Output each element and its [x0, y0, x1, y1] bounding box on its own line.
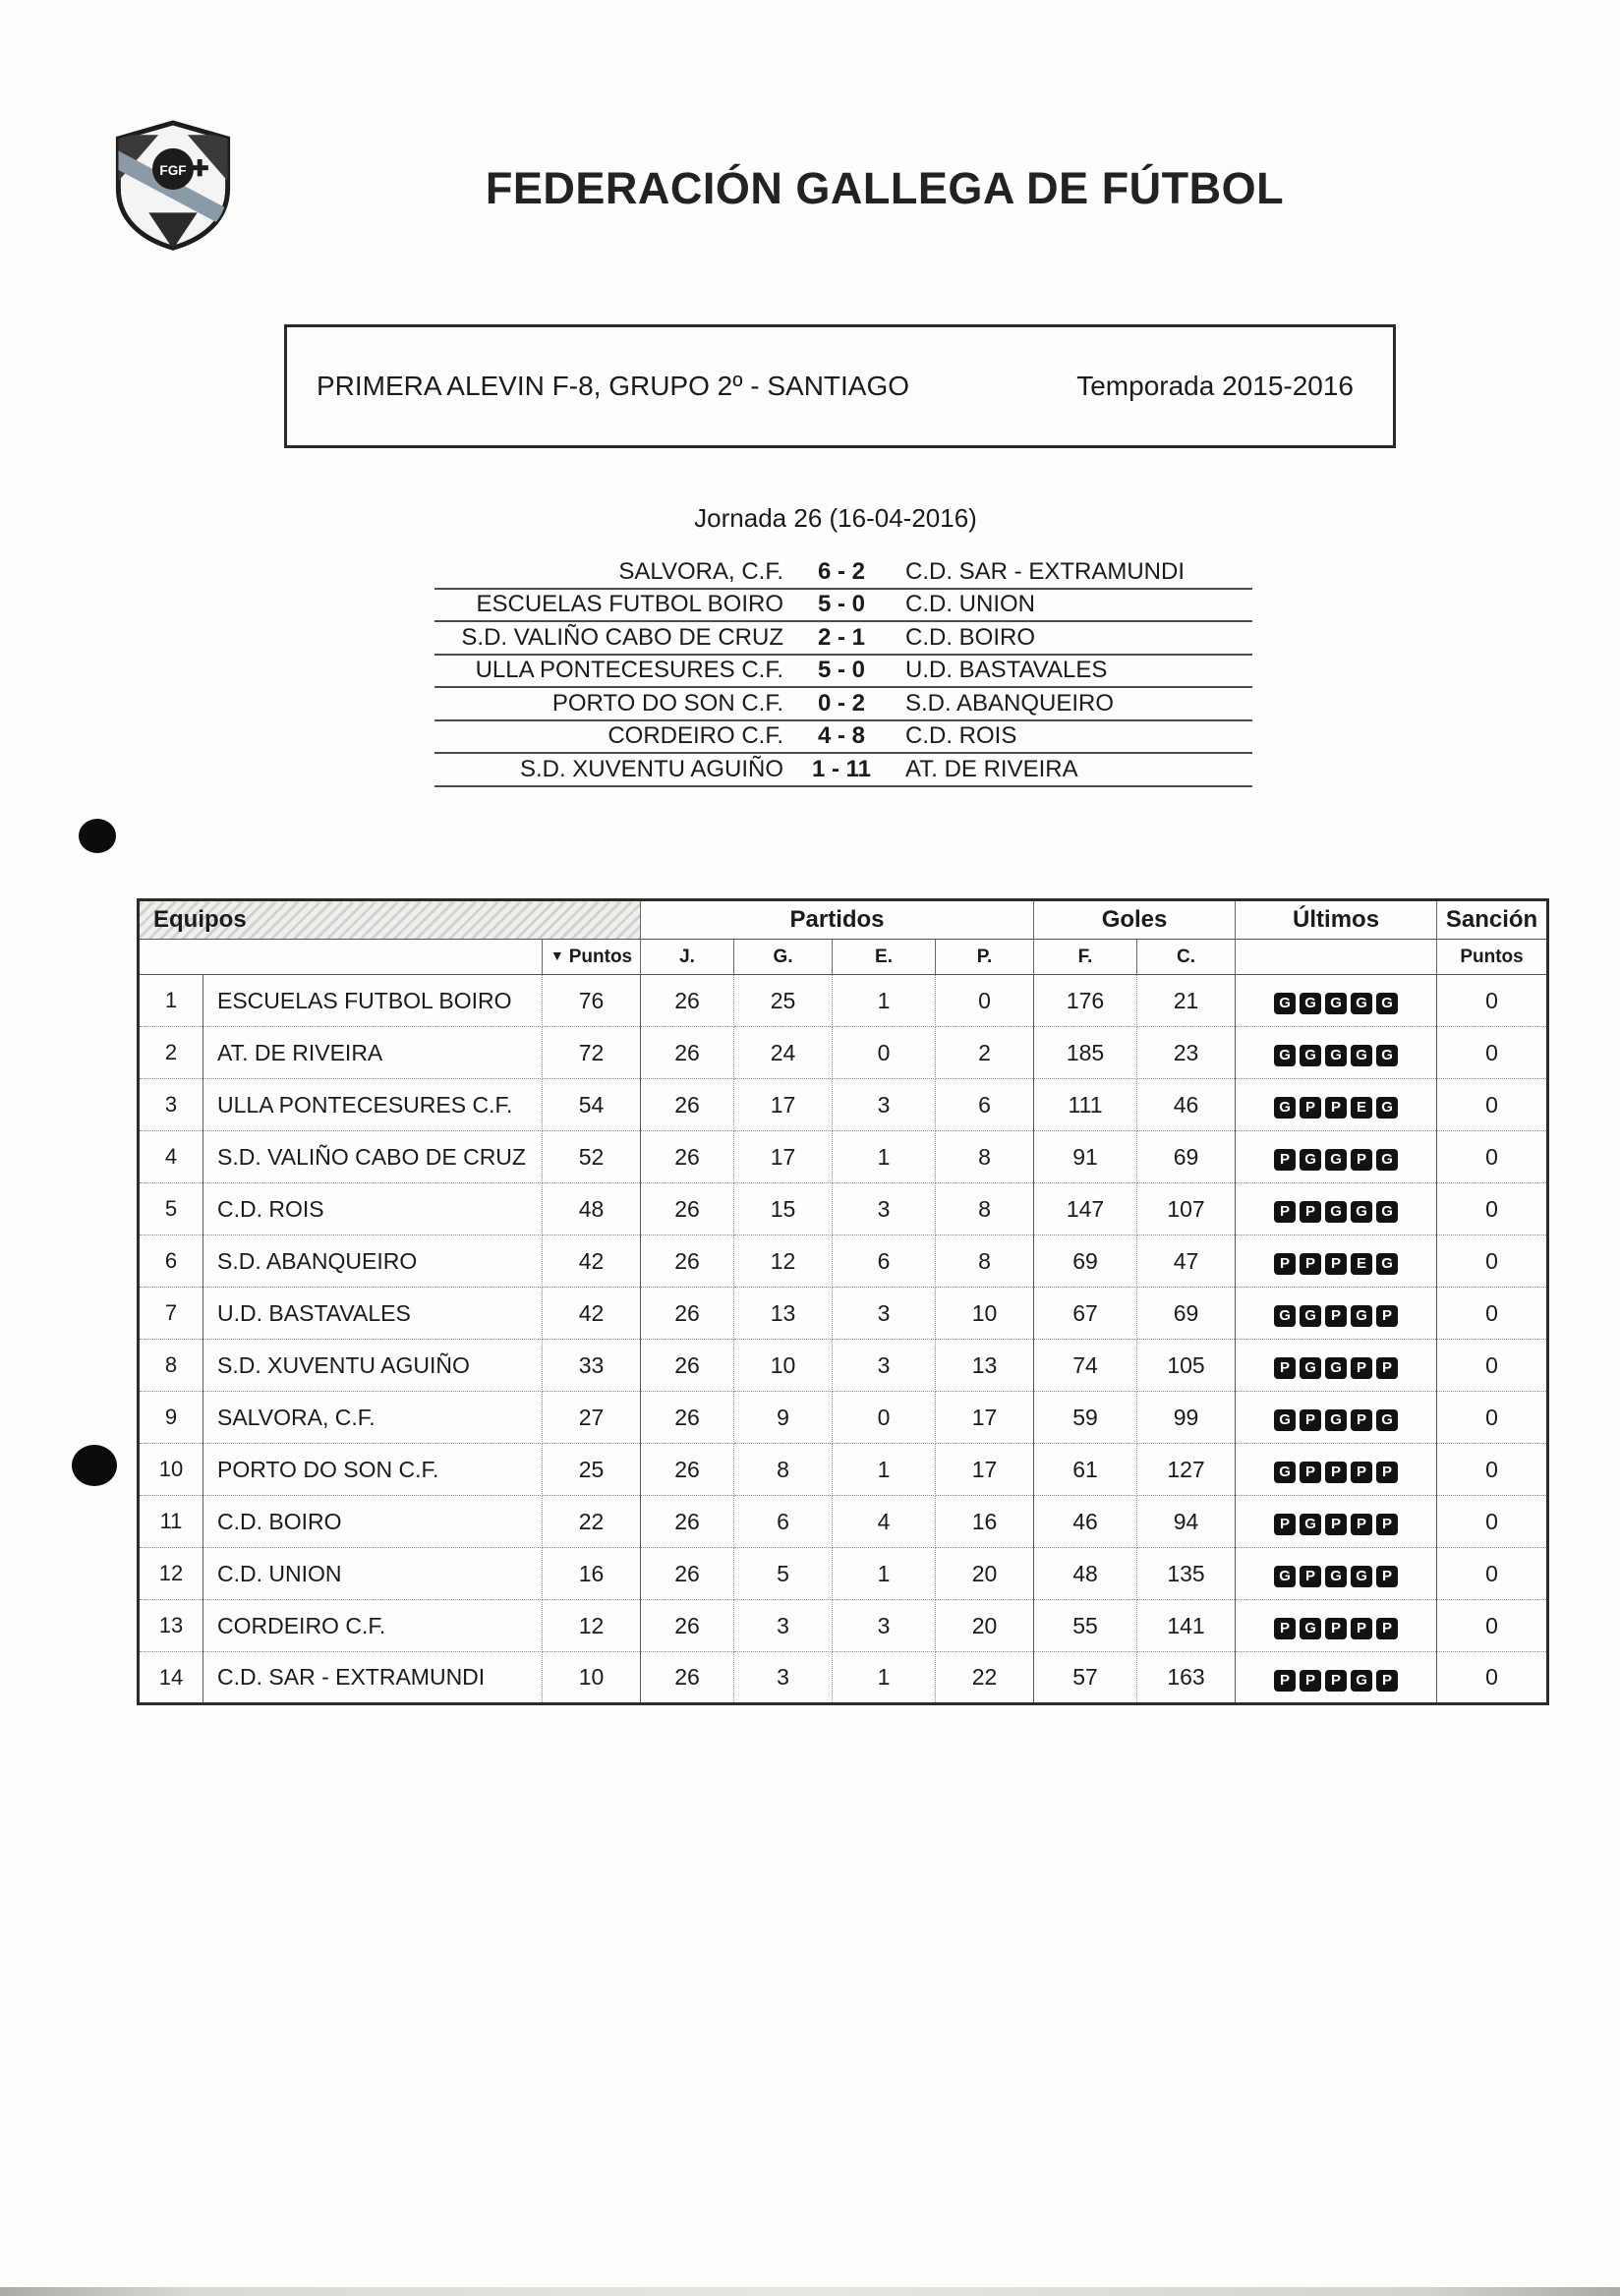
table-row: [139, 1131, 1548, 1183]
form-badge: G: [1376, 1201, 1398, 1223]
table-row: [139, 1340, 1548, 1392]
header-goles: Goles: [1034, 900, 1236, 940]
away-team: C.D. UNION: [905, 591, 1035, 618]
played-cell: 26: [641, 1600, 734, 1652]
form-badge: P: [1325, 1253, 1347, 1275]
form-badge: G: [1300, 1514, 1321, 1535]
form-cell: [1236, 975, 1437, 1027]
form-badge: G: [1300, 1045, 1321, 1066]
team-cell: U.D. BASTAVALES: [203, 1288, 543, 1340]
form-badge: P: [1351, 1357, 1372, 1379]
header-ultimos: Últimos: [1236, 900, 1437, 940]
form-badge: P: [1351, 1514, 1372, 1535]
points-cell: 10: [543, 1652, 641, 1704]
form-badge: P: [1274, 1149, 1296, 1171]
form-badge: P: [1300, 1253, 1321, 1275]
away-team: C.D. ROIS: [905, 722, 1017, 750]
won-cell: 10: [734, 1340, 833, 1392]
shield-icon: [110, 118, 236, 252]
header-empatados: E.: [833, 940, 936, 975]
team-cell: C.D. BOIRO: [203, 1496, 543, 1548]
form-badge: G: [1300, 1305, 1321, 1327]
result-row: [434, 721, 1252, 755]
header-sancion-puntos: Puntos: [1437, 940, 1548, 975]
form-badge: G: [1351, 1201, 1372, 1223]
played-cell: 26: [641, 1340, 734, 1392]
form-badge: G: [1274, 993, 1296, 1014]
lost-cell: 6: [936, 1079, 1034, 1131]
goals-for-cell: 176: [1034, 975, 1137, 1027]
form-badge: P: [1376, 1618, 1398, 1639]
sanction-cell: 0: [1437, 1496, 1548, 1548]
form-badge: G: [1325, 1149, 1347, 1171]
form-badge: G: [1274, 1097, 1296, 1119]
played-cell: 26: [641, 1392, 734, 1444]
position-cell: 9: [139, 1392, 203, 1444]
goals-for-cell: 48: [1034, 1548, 1137, 1600]
points-cell: 42: [543, 1235, 641, 1288]
table-row: [139, 1183, 1548, 1235]
form-badge: P: [1274, 1357, 1296, 1379]
form-badge: P: [1325, 1462, 1347, 1483]
competition-name: PRIMERA ALEVIN F-8, GRUPO 2º - SANTIAGO: [317, 371, 910, 401]
drawn-cell: 6: [833, 1235, 936, 1288]
away-team: C.D. BOIRO: [905, 623, 1036, 651]
position-cell: 5: [139, 1183, 203, 1235]
drawn-cell: 3: [833, 1079, 936, 1131]
header-sancion: Sanción: [1437, 900, 1548, 940]
won-cell: 15: [734, 1183, 833, 1235]
form-badge: G: [1376, 1149, 1398, 1171]
position-cell: 8: [139, 1340, 203, 1392]
form-badge: P: [1300, 1409, 1321, 1431]
played-cell: 26: [641, 1027, 734, 1079]
form-badge: G: [1351, 1305, 1372, 1327]
form-badge: G: [1274, 1045, 1296, 1066]
drawn-cell: 3: [833, 1600, 936, 1652]
lost-cell: 20: [936, 1548, 1034, 1600]
header-spacer: [139, 940, 543, 975]
goals-for-cell: 91: [1034, 1131, 1137, 1183]
won-cell: 17: [734, 1079, 833, 1131]
team-cell: S.D. XUVENTU AGUIÑO: [203, 1340, 543, 1392]
goals-against-cell: 94: [1137, 1496, 1236, 1548]
header-puntos-label: Puntos: [568, 946, 633, 967]
drawn-cell: 3: [833, 1288, 936, 1340]
drawn-cell: 1: [833, 1548, 936, 1600]
form-cell: [1236, 1600, 1437, 1652]
sanction-cell: 0: [1437, 1288, 1548, 1340]
form-badge: G: [1274, 1566, 1296, 1587]
form-badge: E: [1351, 1097, 1372, 1119]
points-cell: 48: [543, 1183, 641, 1235]
form-badge: P: [1376, 1357, 1398, 1379]
match-score: 6 - 2: [817, 557, 866, 585]
played-cell: 26: [641, 1496, 734, 1548]
won-cell: 3: [734, 1600, 833, 1652]
points-cell: 25: [543, 1444, 641, 1496]
team-cell: ESCUELAS FUTBOL BOIRO: [203, 975, 543, 1027]
sanction-cell: 0: [1437, 1079, 1548, 1131]
form-cell: [1236, 1131, 1437, 1183]
points-cell: 52: [543, 1131, 641, 1183]
form-badge: P: [1376, 1670, 1398, 1692]
won-cell: 3: [734, 1652, 833, 1704]
match-score: 2 - 1: [817, 623, 866, 651]
form-cell: [1236, 1235, 1437, 1288]
played-cell: 26: [641, 1548, 734, 1600]
form-badge: G: [1274, 1462, 1296, 1483]
played-cell: 26: [641, 1444, 734, 1496]
home-team: ESCUELAS FUTBOL BOIRO: [476, 591, 783, 618]
drawn-cell: 0: [833, 1392, 936, 1444]
hole-punch-icon: [72, 1445, 117, 1486]
goals-against-cell: 21: [1137, 975, 1236, 1027]
drawn-cell: 1: [833, 1652, 936, 1704]
team-cell: PORTO DO SON C.F.: [203, 1444, 543, 1496]
lost-cell: 17: [936, 1444, 1034, 1496]
goals-for-cell: 61: [1034, 1444, 1137, 1496]
form-badge: G: [1351, 1045, 1372, 1066]
form-badge: G: [1274, 1305, 1296, 1327]
position-cell: 11: [139, 1496, 203, 1548]
form-badge: P: [1351, 1462, 1372, 1483]
goals-against-cell: 99: [1137, 1392, 1236, 1444]
result-row: [434, 556, 1252, 590]
drawn-cell: 1: [833, 1131, 936, 1183]
goals-against-cell: 23: [1137, 1027, 1236, 1079]
played-cell: 26: [641, 975, 734, 1027]
page-title: FEDERACIÓN GALLEGA DE FÚTBOL: [485, 163, 1285, 213]
match-score: 1 - 11: [811, 755, 872, 782]
points-cell: 22: [543, 1496, 641, 1548]
position-cell: 1: [139, 975, 203, 1027]
goals-against-cell: 69: [1137, 1131, 1236, 1183]
won-cell: 5: [734, 1548, 833, 1600]
lost-cell: 17: [936, 1392, 1034, 1444]
drawn-cell: 0: [833, 1027, 936, 1079]
header-jugados: J.: [641, 940, 734, 975]
lost-cell: 10: [936, 1288, 1034, 1340]
sanction-cell: 0: [1437, 1600, 1548, 1652]
sanction-cell: 0: [1437, 1444, 1548, 1496]
away-team: S.D. ABANQUEIRO: [905, 689, 1115, 717]
goals-against-cell: 141: [1137, 1600, 1236, 1652]
points-cell: 42: [543, 1288, 641, 1340]
table-row: [139, 1392, 1548, 1444]
sanction-cell: 0: [1437, 1183, 1548, 1235]
sanction-cell: 0: [1437, 1027, 1548, 1079]
logo-monogram: FGF: [159, 163, 187, 179]
header-goles-favor: F.: [1034, 940, 1137, 975]
form-badge: G: [1325, 1357, 1347, 1379]
position-cell: 12: [139, 1548, 203, 1600]
table-row: [139, 1444, 1548, 1496]
won-cell: 25: [734, 975, 833, 1027]
lost-cell: 8: [936, 1235, 1034, 1288]
team-cell: C.D. SAR - EXTRAMUNDI: [203, 1652, 543, 1704]
goals-against-cell: 107: [1137, 1183, 1236, 1235]
played-cell: 26: [641, 1235, 734, 1288]
sanction-cell: 0: [1437, 1131, 1548, 1183]
form-cell: [1236, 1548, 1437, 1600]
form-cell: [1236, 1392, 1437, 1444]
matchday-title: Jornada 26 (16-04-2016): [694, 503, 977, 533]
form-badge: G: [1351, 993, 1372, 1014]
match-score: 5 - 0: [817, 591, 866, 618]
goals-for-cell: 74: [1034, 1340, 1137, 1392]
standings-table: [137, 898, 1549, 1705]
goals-for-cell: 57: [1034, 1652, 1137, 1704]
match-score: 0 - 2: [817, 689, 866, 717]
points-cell: 27: [543, 1392, 641, 1444]
position-cell: 7: [139, 1288, 203, 1340]
form-badge: G: [1325, 993, 1347, 1014]
table-row: [139, 1600, 1548, 1652]
form-badge: P: [1325, 1097, 1347, 1119]
won-cell: 13: [734, 1288, 833, 1340]
form-cell: [1236, 1496, 1437, 1548]
form-cell: [1236, 1288, 1437, 1340]
goals-for-cell: 59: [1034, 1392, 1137, 1444]
result-row: [434, 656, 1252, 689]
form-badge: P: [1300, 1201, 1321, 1223]
scan-edge-artifact: [0, 2287, 1620, 2296]
goals-for-cell: 67: [1034, 1288, 1137, 1340]
header-perdidos: P.: [936, 940, 1034, 975]
drawn-cell: 3: [833, 1340, 936, 1392]
away-team: C.D. SAR - EXTRAMUNDI: [905, 557, 1186, 585]
points-cell: 72: [543, 1027, 641, 1079]
table-row: [139, 975, 1548, 1027]
header-ganados: G.: [734, 940, 833, 975]
won-cell: 12: [734, 1235, 833, 1288]
home-team: SALVORA, C.F.: [618, 557, 783, 585]
away-team: U.D. BASTAVALES: [905, 657, 1108, 684]
sanction-cell: 0: [1437, 1548, 1548, 1600]
table-row: [139, 1027, 1548, 1079]
points-cell: 12: [543, 1600, 641, 1652]
form-badge: P: [1274, 1201, 1296, 1223]
form-badge: P: [1351, 1618, 1372, 1639]
form-cell: [1236, 1079, 1437, 1131]
form-badge: E: [1351, 1253, 1372, 1275]
form-badge: P: [1300, 1566, 1321, 1587]
match-score: 5 - 0: [817, 657, 866, 684]
standings-body: [139, 975, 1548, 1704]
form-badge: P: [1274, 1514, 1296, 1535]
form-badge: G: [1274, 1409, 1296, 1431]
results-list: [434, 556, 1252, 787]
away-team: AT. DE RIVEIRA: [905, 755, 1078, 782]
lost-cell: 20: [936, 1600, 1034, 1652]
goals-for-cell: 185: [1034, 1027, 1137, 1079]
form-badge: G: [1300, 1149, 1321, 1171]
home-team: ULLA PONTECESURES C.F.: [475, 657, 783, 684]
table-row: [139, 1496, 1548, 1548]
form-badge: P: [1376, 1514, 1398, 1535]
form-badge: P: [1325, 1670, 1347, 1692]
team-cell: AT. DE RIVEIRA: [203, 1027, 543, 1079]
home-team: PORTO DO SON C.F.: [551, 689, 783, 717]
position-cell: 6: [139, 1235, 203, 1288]
sanction-cell: 0: [1437, 1235, 1548, 1288]
form-badge: P: [1274, 1618, 1296, 1639]
form-badge: P: [1325, 1305, 1347, 1327]
lost-cell: 8: [936, 1183, 1034, 1235]
sanction-cell: 0: [1437, 1340, 1548, 1392]
form-badge: P: [1300, 1097, 1321, 1119]
position-cell: 4: [139, 1131, 203, 1183]
form-badge: P: [1351, 1409, 1372, 1431]
table-row: [139, 1548, 1548, 1600]
sanction-cell: 0: [1437, 1392, 1548, 1444]
lost-cell: 16: [936, 1496, 1034, 1548]
table-row: [139, 1652, 1548, 1704]
match-score: 4 - 8: [817, 722, 866, 750]
points-cell: 33: [543, 1340, 641, 1392]
goals-against-cell: 163: [1137, 1652, 1236, 1704]
team-cell: ULLA PONTECESURES C.F.: [203, 1079, 543, 1131]
sort-descending-icon: ▼: [550, 947, 564, 963]
form-badge: P: [1376, 1305, 1398, 1327]
won-cell: 17: [734, 1131, 833, 1183]
home-team: CORDEIRO C.F.: [608, 722, 783, 750]
position-cell: 2: [139, 1027, 203, 1079]
drawn-cell: 4: [833, 1496, 936, 1548]
goals-for-cell: 69: [1034, 1235, 1137, 1288]
result-row: [434, 688, 1252, 721]
form-badge: G: [1325, 1566, 1347, 1587]
team-cell: S.D. VALIÑO CABO DE CRUZ: [203, 1131, 543, 1183]
drawn-cell: 3: [833, 1183, 936, 1235]
federation-crest-logo: [110, 118, 236, 252]
form-badge: P: [1325, 1514, 1347, 1535]
played-cell: 26: [641, 1288, 734, 1340]
table-row: [139, 1288, 1548, 1340]
header-spacer: [1236, 940, 1437, 975]
goals-for-cell: 55: [1034, 1600, 1137, 1652]
won-cell: 8: [734, 1444, 833, 1496]
season-label: Temporada 2015-2016: [1076, 371, 1354, 401]
won-cell: 24: [734, 1027, 833, 1079]
team-cell: C.D. UNION: [203, 1548, 543, 1600]
home-team: S.D. VALIÑO CABO DE CRUZ: [461, 623, 783, 651]
drawn-cell: 1: [833, 975, 936, 1027]
form-badge: G: [1300, 1618, 1321, 1639]
form-badge: G: [1376, 993, 1398, 1014]
position-cell: 3: [139, 1079, 203, 1131]
goals-for-cell: 46: [1034, 1496, 1137, 1548]
form-badge: P: [1325, 1618, 1347, 1639]
form-badge: G: [1325, 1045, 1347, 1066]
form-badge: G: [1376, 1409, 1398, 1431]
form-badge: P: [1376, 1462, 1398, 1483]
goals-against-cell: 127: [1137, 1444, 1236, 1496]
result-row: [434, 622, 1252, 656]
header-partidos: Partidos: [641, 900, 1034, 940]
header-goles-contra: C.: [1137, 940, 1236, 975]
header-equipos: Equipos: [139, 900, 641, 940]
form-cell: [1236, 1027, 1437, 1079]
form-badge: P: [1274, 1670, 1296, 1692]
team-cell: SALVORA, C.F.: [203, 1392, 543, 1444]
goals-for-cell: 147: [1034, 1183, 1137, 1235]
home-team: S.D. XUVENTU AGUIÑO: [519, 755, 783, 782]
lost-cell: 2: [936, 1027, 1034, 1079]
form-badge: G: [1325, 1409, 1347, 1431]
goals-against-cell: 47: [1137, 1235, 1236, 1288]
result-row: [434, 590, 1252, 623]
form-badge: P: [1300, 1462, 1321, 1483]
points-cell: 76: [543, 975, 641, 1027]
form-badge: P: [1351, 1149, 1372, 1171]
played-cell: 26: [641, 1183, 734, 1235]
form-badge: G: [1351, 1566, 1372, 1587]
drawn-cell: 1: [833, 1444, 936, 1496]
won-cell: 6: [734, 1496, 833, 1548]
form-cell: [1236, 1444, 1437, 1496]
played-cell: 26: [641, 1652, 734, 1704]
team-cell: CORDEIRO C.F.: [203, 1600, 543, 1652]
competition-box: [284, 324, 1396, 448]
form-badge: P: [1376, 1566, 1398, 1587]
form-badge: P: [1274, 1253, 1296, 1275]
form-badge: G: [1376, 1253, 1398, 1275]
team-cell: S.D. ABANQUEIRO: [203, 1235, 543, 1288]
result-row: [434, 754, 1252, 787]
lost-cell: 0: [936, 975, 1034, 1027]
lost-cell: 8: [936, 1131, 1034, 1183]
hole-punch-icon: [79, 819, 116, 853]
played-cell: 26: [641, 1131, 734, 1183]
form-cell: [1236, 1183, 1437, 1235]
form-badge: G: [1376, 1097, 1398, 1119]
table-row: [139, 1235, 1548, 1288]
goals-against-cell: 69: [1137, 1288, 1236, 1340]
points-cell: 54: [543, 1079, 641, 1131]
goals-against-cell: 46: [1137, 1079, 1236, 1131]
team-cell: C.D. ROIS: [203, 1183, 543, 1235]
goals-for-cell: 111: [1034, 1079, 1137, 1131]
position-cell: 10: [139, 1444, 203, 1496]
sanction-cell: 0: [1485, 1664, 1498, 1690]
form-badge: P: [1300, 1670, 1321, 1692]
form-cell: [1236, 1652, 1437, 1704]
lost-cell: 13: [936, 1340, 1034, 1392]
played-cell: 26: [641, 1079, 734, 1131]
header-puntos: [543, 940, 641, 975]
form-badge: G: [1325, 1201, 1347, 1223]
position-cell: 14: [139, 1652, 203, 1704]
lost-cell: 22: [936, 1652, 1034, 1704]
form-badge: G: [1376, 1045, 1398, 1066]
goals-against-cell: 135: [1137, 1548, 1236, 1600]
won-cell: 9: [734, 1392, 833, 1444]
form-badge: G: [1300, 1357, 1321, 1379]
points-cell: 16: [543, 1548, 641, 1600]
table-row: [139, 1079, 1548, 1131]
sanction-cell: 0: [1437, 975, 1548, 1027]
form-cell: [1236, 1340, 1437, 1392]
form-badge: G: [1351, 1670, 1372, 1692]
position-cell: 13: [139, 1600, 203, 1652]
form-badge: G: [1300, 993, 1321, 1014]
goals-against-cell: 105: [1137, 1340, 1236, 1392]
